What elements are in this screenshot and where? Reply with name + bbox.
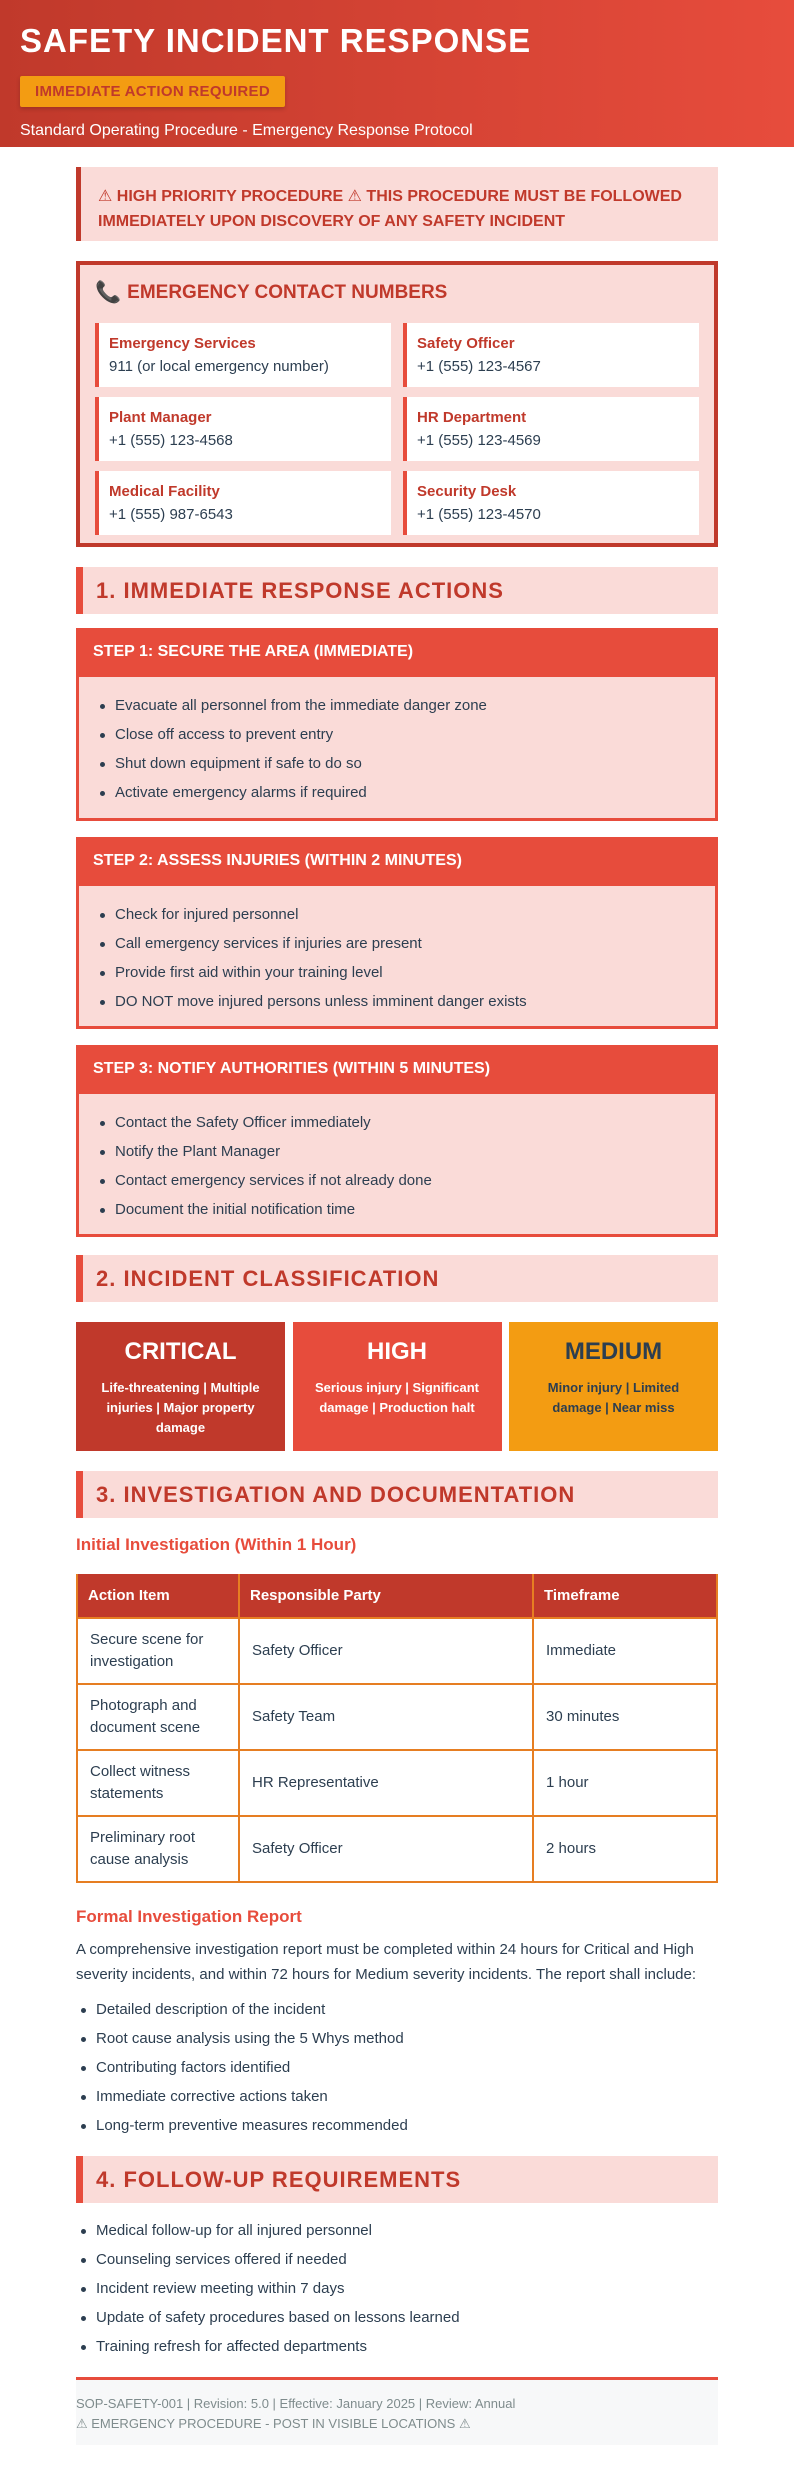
formal-report-list bbox=[76, 1995, 718, 2140]
list-item: Check for injured personnel bbox=[95, 900, 715, 929]
table-cell: Collect witness statements bbox=[77, 1750, 239, 1816]
contact-card bbox=[95, 471, 391, 535]
list-item: Training refresh for affected departments bbox=[76, 2332, 718, 2361]
contact-name: HR Department bbox=[417, 409, 527, 426]
table-cell: Immediate bbox=[533, 1618, 717, 1684]
contact-grid bbox=[95, 323, 699, 535]
footer-posting-notice: ⚠ EMERGENCY PROCEDURE - POST IN VISIBLE LOCATIONS ⚠ bbox=[76, 2416, 471, 2431]
contact-number: +1 (555) 123-4570 bbox=[417, 506, 541, 523]
contact-name: Plant Manager bbox=[109, 409, 212, 426]
section-title-immediate-response: 1. IMMEDIATE RESPONSE ACTIONS bbox=[76, 567, 718, 614]
list-item: Incident review meeting within 7 days bbox=[76, 2274, 718, 2303]
classification-card-high bbox=[293, 1322, 502, 1451]
classification-row bbox=[76, 1322, 718, 1451]
classification-level: MEDIUM bbox=[564, 1338, 663, 1365]
list-item: Counseling services offered if needed bbox=[76, 2245, 718, 2274]
table-cell: HR Representative bbox=[239, 1750, 533, 1816]
table-cell: Secure scene for investigation bbox=[77, 1618, 239, 1684]
contact-card bbox=[403, 323, 699, 387]
list-item: Provide first aid within your training level bbox=[95, 958, 715, 987]
table-cell: Safety Team bbox=[239, 1684, 533, 1750]
list-item: Medical follow-up for all injured personnel bbox=[76, 2216, 718, 2245]
contacts-heading bbox=[95, 281, 699, 305]
step-card bbox=[76, 628, 718, 821]
table-cell: Preliminary root cause analysis bbox=[77, 1816, 239, 1882]
list-item: Contributing factors identified bbox=[76, 2053, 718, 2082]
contact-number: +1 (555) 123-4568 bbox=[109, 432, 233, 449]
contact-name: Security Desk bbox=[417, 483, 517, 500]
contact-card bbox=[403, 397, 699, 461]
step-card bbox=[76, 837, 718, 1029]
step-title: STEP 2: ASSESS INJURIES (WITHIN 2 MINUTES) bbox=[79, 840, 715, 886]
table-header: Responsible Party bbox=[239, 1574, 533, 1618]
formal-report-title: Formal Investigation Report bbox=[76, 1907, 302, 1926]
contact-number: +1 (555) 123-4567 bbox=[417, 358, 541, 375]
contact-name: Safety Officer bbox=[417, 335, 515, 352]
section-title-classification: 2. INCIDENT CLASSIFICATION bbox=[76, 1255, 718, 1302]
step-list bbox=[79, 886, 715, 1016]
phone-icon: 📞 bbox=[95, 281, 122, 304]
classification-description: Life-threatening | Multiple injuries | Major property damage bbox=[101, 1380, 260, 1435]
section-title-follow-up: 4. FOLLOW-UP REQUIREMENTS bbox=[76, 2156, 718, 2203]
list-item: Contact emergency services if not already done bbox=[95, 1166, 715, 1195]
classification-description: Serious injury | Significant damage | Production halt bbox=[315, 1380, 479, 1415]
table-header: Timeframe bbox=[533, 1574, 717, 1618]
page-title: SAFETY INCIDENT RESPONSE bbox=[20, 22, 532, 59]
contact-name: Emergency Services bbox=[109, 335, 256, 352]
classification-card-critical bbox=[76, 1322, 285, 1451]
step-card bbox=[76, 1045, 718, 1237]
contact-name: Medical Facility bbox=[109, 483, 220, 500]
list-item: Document the initial notification time bbox=[95, 1195, 715, 1224]
step-title: STEP 3: NOTIFY AUTHORITIES (WITHIN 5 MINUTES) bbox=[79, 1048, 715, 1094]
table-cell: 1 hour bbox=[533, 1750, 717, 1816]
table-cell: 2 hours bbox=[533, 1816, 717, 1882]
list-item: Shut down equipment if safe to do so bbox=[95, 749, 715, 778]
list-item: Root cause analysis using the 5 Whys method bbox=[76, 2024, 718, 2053]
emergency-contacts bbox=[76, 261, 718, 547]
step-list bbox=[79, 677, 715, 807]
table-header-row bbox=[77, 1574, 717, 1618]
list-item: Close off access to prevent entry bbox=[95, 720, 715, 749]
initial-investigation-title: Initial Investigation (Within 1 Hour) bbox=[76, 1535, 357, 1554]
page-header bbox=[0, 0, 794, 147]
table-row bbox=[77, 1750, 717, 1816]
list-item: Evacuate all personnel from the immediate danger zone bbox=[95, 691, 715, 720]
contact-card bbox=[95, 323, 391, 387]
table-row bbox=[77, 1684, 717, 1750]
list-item: Contact the Safety Officer immediately bbox=[95, 1108, 715, 1137]
list-item: Update of safety procedures based on lessons learned bbox=[76, 2303, 718, 2332]
table-cell: Photograph and document scene bbox=[77, 1684, 239, 1750]
contact-card bbox=[403, 471, 699, 535]
document-body bbox=[76, 167, 718, 2445]
list-item: DO NOT move injured persons unless imminent danger exists bbox=[95, 987, 715, 1016]
investigation-table bbox=[76, 1574, 718, 1883]
list-item: Detailed description of the incident bbox=[76, 1995, 718, 2024]
list-item: Notify the Plant Manager bbox=[95, 1137, 715, 1166]
table-header: Action Item bbox=[77, 1574, 239, 1618]
page-subtitle: Standard Operating Procedure - Emergency Response Protocol bbox=[20, 122, 473, 139]
step-list bbox=[79, 1094, 715, 1224]
table-cell: Safety Officer bbox=[239, 1618, 533, 1684]
table-row bbox=[77, 1816, 717, 1882]
table-row bbox=[77, 1618, 717, 1684]
formal-report-description: A comprehensive investigation report must be completed within 24 hours for Critical and High severity incidents, and within 72 hours for Medium severity incidents. The report shall include: bbox=[76, 1941, 697, 1983]
classification-level: HIGH bbox=[367, 1338, 427, 1365]
section-title-investigation: 3. INVESTIGATION AND DOCUMENTATION bbox=[76, 1471, 718, 1518]
list-item: Long-term preventive measures recommended bbox=[76, 2111, 718, 2140]
list-item: Call emergency services if injuries are present bbox=[95, 929, 715, 958]
document-footer bbox=[76, 2377, 718, 2445]
classification-card-medium bbox=[509, 1322, 718, 1451]
table-cell: 30 minutes bbox=[533, 1684, 717, 1750]
footer-revision-info: SOP-SAFETY-001 | Revision: 5.0 | Effective: January 2025 | Review: Annual bbox=[76, 2396, 516, 2411]
classification-level: CRITICAL bbox=[124, 1338, 237, 1365]
priority-alert: ⚠ HIGH PRIORITY PROCEDURE ⚠ THIS PROCEDURE MUST BE FOLLOWED IMMEDIATELY UPON DISCOVERY OF ANY SAFETY INCIDENT bbox=[76, 167, 718, 241]
contact-number: +1 (555) 123-4569 bbox=[417, 432, 541, 449]
classification-description: Minor injury | Limited damage | Near miss bbox=[547, 1380, 680, 1415]
list-item: Activate emergency alarms if required bbox=[95, 778, 715, 807]
table-cell: Safety Officer bbox=[239, 1816, 533, 1882]
contact-number: +1 (555) 987-6543 bbox=[109, 506, 233, 523]
step-title: STEP 1: SECURE THE AREA (IMMEDIATE) bbox=[79, 631, 715, 677]
contact-number: 911 (or local emergency number) bbox=[109, 358, 329, 375]
list-item: Immediate corrective actions taken bbox=[76, 2082, 718, 2111]
action-required-badge: IMMEDIATE ACTION REQUIRED bbox=[20, 76, 285, 107]
contact-card bbox=[95, 397, 391, 461]
contacts-title: EMERGENCY CONTACT NUMBERS bbox=[127, 282, 448, 303]
follow-up-list bbox=[76, 2216, 718, 2361]
